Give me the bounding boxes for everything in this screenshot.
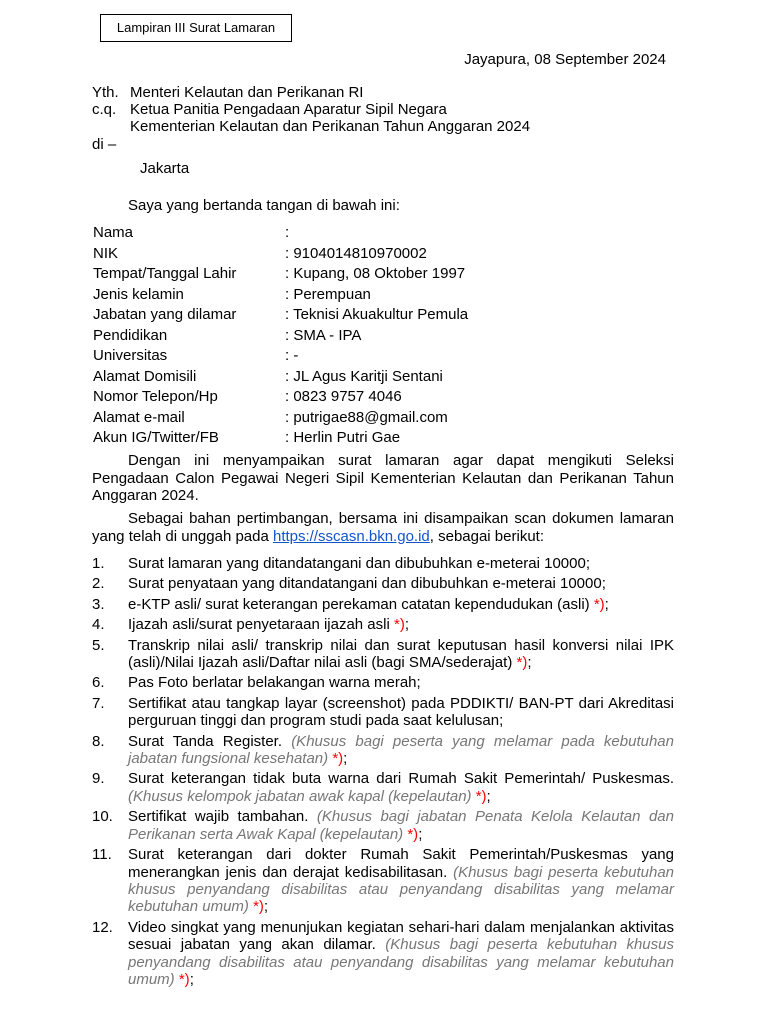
list-text [128, 616, 674, 633]
list-text-part: Sertifikat wajib tambahan. [128, 808, 317, 826]
list-text-part: Surat keterangan dari dokter Rumah Sakit Pemerintah/Puskesmas yang menerangkan jenis dan derajat kedisabilitasan. [128, 846, 674, 881]
required-marker: *) [253, 898, 264, 916]
list-item [92, 846, 674, 916]
recipient-line [92, 101, 530, 118]
field-label: Jenis kelamin [93, 285, 184, 303]
paragraph-application-text: Dengan ini menyampaikan surat lamaran agar dapat mengikuti Seleksi Pengadaan Calon Pegawai Negeri Sipil Kementerian Kelautan dan Perikanan Tahun Anggaran 2024. [92, 452, 674, 504]
paragraph-application [92, 452, 674, 505]
list-number: 3. [92, 595, 105, 613]
list-text-part: Sertifikat atau tangkap layar (screenshot) pada PDDIKTI/ BAN-PT dari Akreditasi perguruan tinggi dan program studi pada saat kelulusan; [128, 694, 674, 730]
field-row [93, 387, 653, 408]
field-row [93, 428, 653, 449]
list-number: 12. [92, 918, 113, 936]
field-label: NIK [93, 244, 119, 262]
list-number: 7. [92, 694, 105, 712]
list-item [92, 596, 674, 613]
field-label: Alamat Domisili [93, 367, 197, 385]
field-label: Akun IG/Twitter/FB [93, 429, 219, 446]
list-text [128, 575, 674, 592]
required-marker: *) [394, 616, 405, 634]
list-item [92, 770, 674, 805]
list-number: 2. [92, 575, 105, 593]
list-number: 5. [92, 636, 105, 654]
list-text-part: Pas Foto berlatar belakangan warna merah; [128, 674, 421, 692]
list-note: (Khusus bagi peserta kebutuhan khusus penyandang disabilitas atau penyandang disabilitas yang melamar kebutuhan umum) [128, 863, 675, 916]
list-text-part: ; [527, 654, 532, 672]
field-value: : - [285, 347, 299, 364]
field-row [93, 223, 653, 244]
field-label: Pendidikan [93, 326, 168, 344]
list-text [128, 733, 674, 768]
list-text [128, 555, 674, 572]
cq-label: c.q. [92, 101, 117, 118]
field-value: : JL Agus Karitji Sentani [285, 367, 443, 385]
list-text-part: ; [486, 787, 491, 805]
list-text [128, 596, 674, 613]
list-text-part: ; [343, 750, 348, 768]
required-marker: *) [407, 825, 419, 843]
list-number: 4. [92, 616, 105, 634]
list-text-part: Ijazah asli/surat penyetaraan ijazah asli [128, 616, 394, 634]
list-text-part: ; [404, 616, 410, 634]
field-value: : putrigae88@gmail.com [285, 408, 448, 426]
field-row [93, 346, 653, 367]
field-row [93, 264, 653, 285]
recipient-line [92, 84, 530, 101]
field-row [93, 244, 653, 265]
field-label: Alamat e-mail [93, 408, 185, 426]
field-row [93, 305, 653, 326]
di-label: di – [92, 136, 117, 153]
list-item [92, 733, 674, 768]
list-note: (Khusus kelompok jabatan awak kapal (kepelautan) [128, 787, 476, 805]
paragraph-documents-text: Sebagai bahan pertimbangan, bersama ini disampaikan scan dokumen lamaran yang telah di unggah pada [92, 510, 674, 545]
list-number: 11. [92, 846, 112, 864]
list-text [128, 846, 674, 916]
list-item [92, 637, 674, 672]
required-marker: *) [178, 970, 190, 988]
list-text-part: ; [263, 898, 269, 916]
list-item [92, 555, 674, 572]
paragraph-documents [92, 510, 674, 545]
list-note: (Khusus bagi peserta yang melamar pada kebutuhan jabatan fungsional kesehatan) [128, 732, 674, 768]
list-note: (Khusus bagi peserta kebutuhan khusus penyandang disabilitas atau penyandang disabilitas yang melamar kebutuhan umum) [128, 936, 674, 988]
field-value: : SMA - IPA [285, 326, 362, 344]
list-text-part: ; [604, 595, 609, 613]
list-number: 1. [92, 555, 105, 572]
list-item [92, 919, 674, 989]
field-row [93, 285, 653, 306]
applicant-fields [93, 223, 653, 449]
recipient-city: Jakarta [140, 160, 190, 177]
list-item [92, 674, 674, 691]
list-number: 8. [92, 732, 105, 750]
list-text-part: Transkrip nilai asli/ transkrip nilai dan surat keputusan hasil konversi nilai IPK (asli)/Nilai Ijazah asli/Daftar nilai asli (bagi SMA/sederajat) [128, 636, 674, 672]
field-row [93, 408, 653, 429]
list-item [92, 695, 674, 730]
required-marker: *) [475, 787, 487, 805]
list-item [92, 808, 674, 843]
field-value: : Teknisi Akuakultur Pemula [285, 306, 469, 323]
list-number: 6. [92, 674, 105, 692]
date-line: Jayapura, 08 September 2024 [464, 51, 666, 68]
field-value: : 9104014810970002 [285, 244, 427, 262]
recipient-line [92, 118, 530, 135]
list-item [92, 575, 674, 592]
recipient-ministry: Kementerian Kelautan dan Perikanan Tahun Anggaran 2024 [130, 118, 531, 135]
list-text [128, 919, 674, 989]
field-value: : Herlin Putri Gae [285, 429, 401, 446]
paragraph-documents-end: , sebagai berikut: [429, 527, 545, 545]
list-text-part: ; [189, 970, 194, 988]
list-text-part: Surat lamaran yang ditandatangani dan dibubuhkan e-meterai 10000; [128, 555, 590, 572]
field-value: : Perempuan [285, 285, 371, 303]
field-label: Tempat/Tanggal Lahir [93, 265, 237, 282]
field-label: Universitas [93, 347, 168, 364]
field-value: : Kupang, 08 Oktober 1997 [285, 265, 466, 282]
recipient-committee: Ketua Panitia Pengadaan Aparatur Sipil Negara [130, 101, 447, 118]
field-row [93, 326, 653, 347]
list-text-part: Surat Tanda Register. [128, 732, 292, 750]
list-text-part: Surat penyataan yang ditandatangani dan dibubuhkan e-meterai 10000; [128, 575, 606, 593]
field-label: Nama [93, 224, 134, 241]
list-text-part: ; [418, 825, 423, 843]
intro-text: Saya yang bertanda tangan di bawah ini: [128, 197, 400, 214]
list-item [92, 616, 674, 633]
list-text [128, 770, 674, 805]
sscasn-link[interactable]: https://sscasn.bkn.go.id [273, 527, 430, 545]
list-text-part: Video singkat yang menunjukan kegiatan sehari-hari dalam menjalankan aktivitas sesuai jabatan yang akan dilamar. [128, 918, 674, 954]
list-text-part: e-KTP asli/ surat keterangan perekaman catatan kependudukan (asli) [128, 595, 594, 613]
recipient-block [92, 84, 530, 178]
recipient-name: Menteri Kelautan dan Perikanan RI [130, 84, 364, 101]
yth-label: Yth. [92, 84, 119, 101]
required-marker: *) [593, 595, 605, 613]
document-list [92, 555, 674, 991]
list-note: (Khusus bagi jabatan Penata Kelola Kelautan dan Perikanan serta Awak Kapal (kepelautan) [128, 808, 674, 843]
field-row [93, 367, 653, 388]
field-value: : 0823 9757 4046 [285, 388, 402, 405]
list-text [128, 695, 674, 730]
field-label: Jabatan yang dilamar [93, 306, 237, 323]
list-number: 10. [92, 808, 113, 826]
required-marker: *) [516, 654, 528, 672]
field-value: : [285, 224, 290, 241]
list-text [128, 637, 674, 672]
attachment-label: Lampiran III Surat Lamaran [100, 14, 292, 42]
list-text [128, 808, 674, 843]
list-text-part: Surat keterangan tidak buta warna dari Rumah Sakit Pemerintah/ Puskesmas. [128, 770, 674, 788]
list-number: 9. [92, 770, 105, 788]
field-label: Nomor Telepon/Hp [93, 388, 218, 405]
required-marker: *) [332, 750, 344, 768]
list-text [128, 674, 674, 691]
